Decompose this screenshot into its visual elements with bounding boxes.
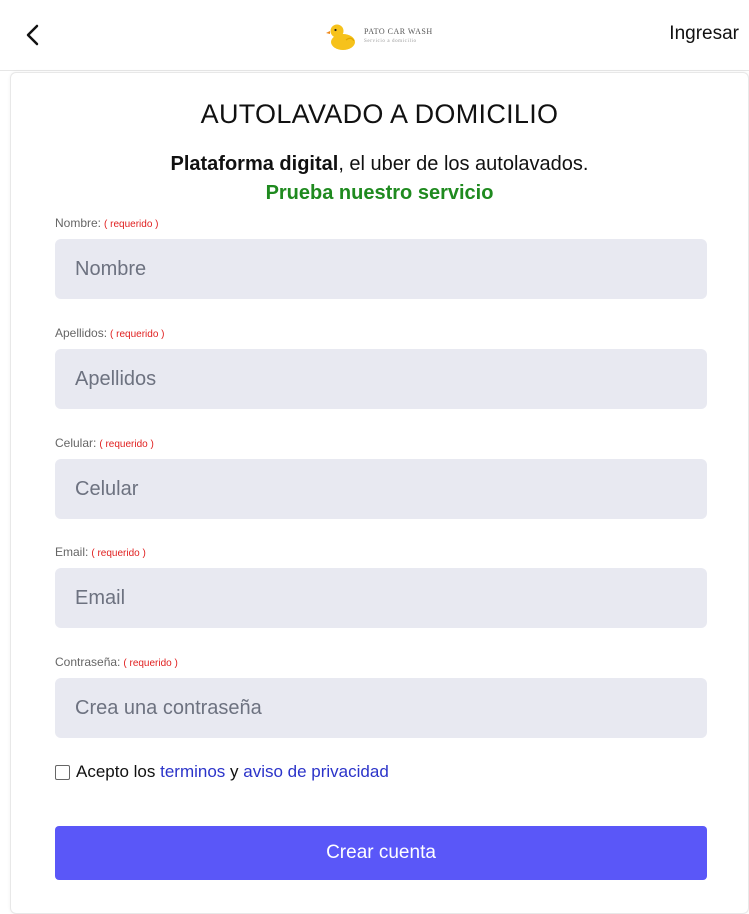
back-button[interactable] [18,20,48,50]
required-marker: ( requerido ) [99,439,154,450]
subtitle [11,153,748,176]
email-label-text: Email: [55,545,89,559]
phone-input[interactable] [55,459,707,519]
lastname-label-text: Apellidos: [55,326,108,340]
name-input[interactable] [55,239,707,299]
logo[interactable] [326,20,433,52]
terms-checkbox[interactable] [55,765,70,780]
lastname-label [55,326,165,340]
required-marker: ( requerido ) [104,219,159,230]
name-label-text: Nombre: [55,216,102,230]
required-marker: ( requerido ) [110,329,165,340]
page-title: AUTOLAVADO A DOMICILIO [200,99,559,129]
password-input[interactable] [55,678,707,738]
phone-label [55,436,154,450]
password-label-text: Contraseña: [55,655,121,669]
terms-prefix: Acepto los [76,762,161,781]
privacy-link[interactable]: aviso de privacidad [243,762,389,781]
subtitle-bold: Plataforma digital [170,153,339,175]
chevron-left-icon [25,23,41,47]
lastname-input[interactable] [55,349,707,409]
logo-name: PATO CAR WASH [364,27,433,36]
phone-label-text: Celular: [55,436,97,450]
signup-card [10,72,749,914]
email-input[interactable] [55,568,707,628]
duck-logo-icon [326,20,358,52]
password-label [55,655,178,669]
required-marker: ( requerido ) [123,658,178,669]
terms-link[interactable]: terminos [160,762,226,781]
cta-text: Prueba nuestro servicio [265,182,494,204]
logo-tagline: Servicio a domicilio [364,39,417,44]
top-bar [0,0,749,71]
subtitle-rest: , el uber de los autolavados. [338,153,589,175]
create-account-button[interactable]: Crear cuenta [55,826,707,880]
terms-row [55,762,389,782]
terms-connector: y [225,762,244,781]
name-label [55,216,158,230]
required-marker: ( requerido ) [91,548,146,559]
login-link[interactable]: Ingresar [669,23,739,44]
email-label [55,545,146,559]
